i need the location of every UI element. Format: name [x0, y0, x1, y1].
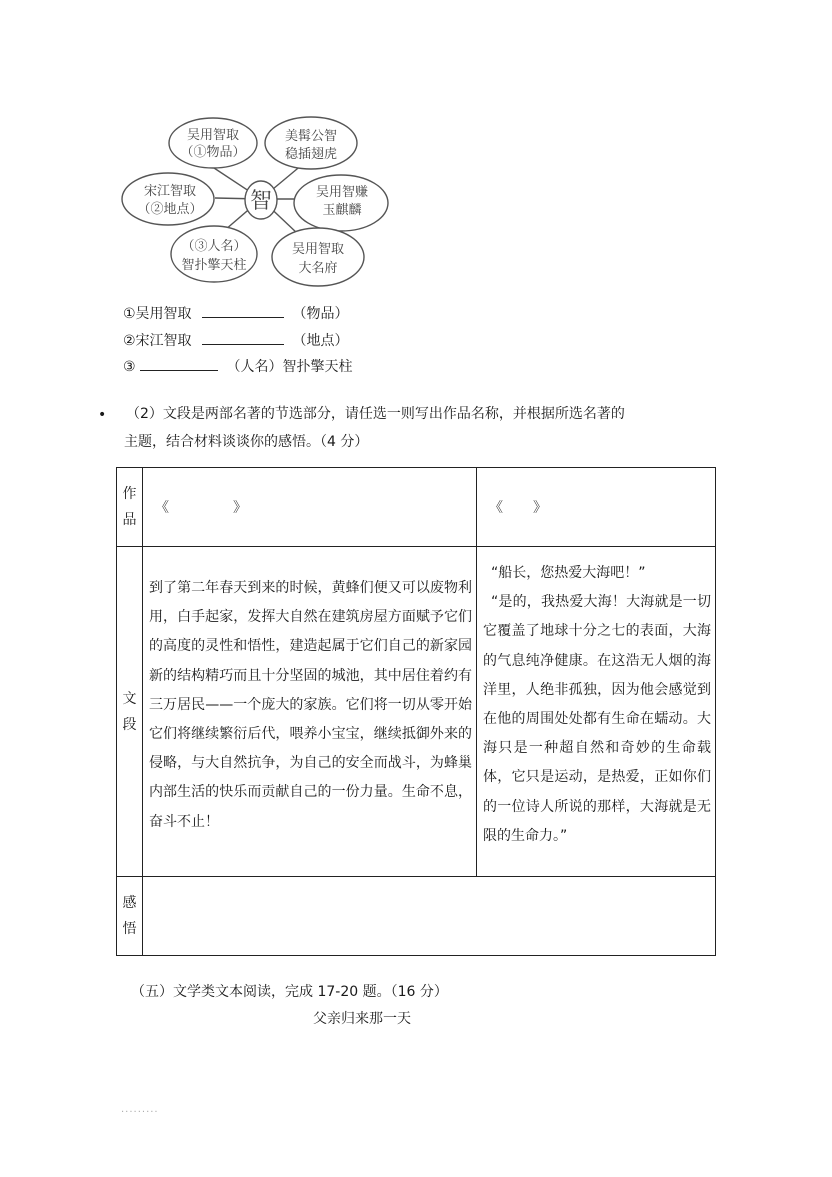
- fill-line-prefix: ①吴用智取: [123, 306, 192, 322]
- node-4-line1: 吴用智取: [291, 242, 345, 257]
- node-1-line2: （①物品）: [180, 145, 246, 160]
- node-ellipse: [122, 173, 214, 225]
- fill-line-3: [123, 356, 352, 377]
- node-ellipse: [169, 118, 257, 168]
- node-1-line1: 吴用智取: [186, 128, 240, 143]
- node-2-line2: 稳插翅虎: [284, 147, 338, 162]
- section-5-heading: （五）文学类文本阅读，完成 17-20 题。（16 分）: [131, 984, 448, 1000]
- node-4-line2: 大名府: [298, 261, 338, 276]
- node-ellipse: [272, 228, 364, 286]
- work-title-left[interactable]: 《 》: [143, 468, 477, 547]
- answer-blank[interactable]: [140, 356, 218, 371]
- fill-line-suffix: （物品）: [292, 306, 349, 322]
- fill-line-suffix: （地点）: [292, 333, 349, 349]
- node-2-line1: 美髯公智: [284, 129, 338, 144]
- table-row-passages: [117, 547, 716, 877]
- question-2-line2: 主题，结合材料谈谈你的感悟。（4 分）: [124, 434, 369, 450]
- feeling-answer-area[interactable]: [143, 877, 716, 956]
- table-row-works: [117, 468, 716, 547]
- fill-line-suffix: （人名）智扑擎天柱: [226, 359, 353, 375]
- label-work: 作 品: [117, 468, 143, 547]
- label-feeling: 感 悟: [117, 877, 143, 956]
- node-6-line1: 宋江智取: [143, 184, 197, 199]
- answer-blank[interactable]: [202, 330, 284, 345]
- story-title: 父亲归来那一天: [313, 1011, 411, 1027]
- node-3-line1: 吴用智赚: [315, 185, 369, 200]
- label-passage: 文 段: [117, 547, 143, 877]
- node-3-line2: 玉麒麟: [322, 203, 362, 218]
- passage-right: “船长，您热爱大海吧！” “是的，我热爱大海！大海就是一切它覆盖了地球十分之七的表面，大海的气息纯净健康。在这浩无人烟的海洋里，人绝非孤独，因为他会感觉到在他的周围处处都有生命在蠕动。大海只是一种超自然和奇妙的生命载体，它只是运动，是热爱，正如你们的一位诗人所说的那样，大海就是无限的生命力。”: [477, 547, 716, 877]
- work-title-right[interactable]: 《 》: [477, 468, 716, 547]
- node-5-line2: 智扑擎天柱: [181, 258, 247, 273]
- table-row-feelings: [117, 877, 716, 956]
- node-6-line2: （②地点）: [137, 202, 203, 217]
- node-ellipse: [171, 226, 257, 282]
- passage-left: 到了第二年春天到来的时候，黄蜂们便又可以废物利用，白手起家，发挥大自然在建筑房屋方面赋予它们的高度的灵性和悟性，建造起属于它们自己的新家园新的结构精巧而且十分坚固的城池，其中居住着约有三万居民——一个庞大的家族。它们将一切从零开始它们将继续繁衍后代，喂养小宝宝，继续抵御外来的侵略，与大自然抗争，为自己的安全而战斗，为蜂巢内部生活的快乐而贡献自己的一份力量。生命不息，奋斗不止！: [143, 547, 477, 877]
- fill-line-prefix: ②宋江智取: [123, 333, 192, 349]
- works-table: [116, 467, 716, 956]
- fill-line-1: [123, 303, 348, 324]
- node-5-line1: （③人名）: [181, 239, 247, 254]
- scan-artifact: .........: [121, 1104, 159, 1115]
- fill-line-2: [123, 330, 348, 351]
- center-label: 智: [249, 189, 273, 214]
- mind-map-diagram: [118, 108, 398, 290]
- question-2-line1: （2）文段是两部名著的节选部分，请任选一则写出作品名称，并根据所选名著的: [126, 406, 625, 422]
- fill-line-prefix: ③: [123, 359, 136, 375]
- bullet-icon: •: [98, 407, 107, 423]
- answer-blank[interactable]: [202, 303, 284, 318]
- question-2: [124, 400, 684, 456]
